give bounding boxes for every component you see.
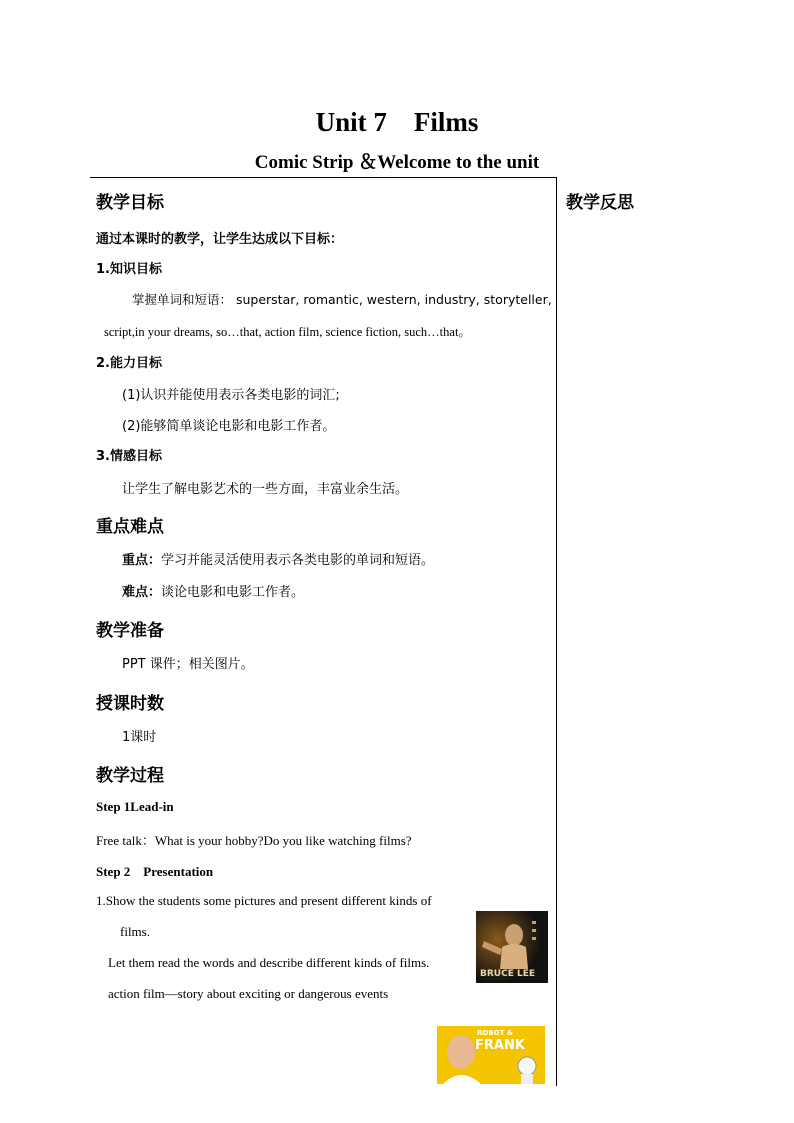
difficulty-text: 谈论电影和电影工作者。 xyxy=(161,585,305,600)
prep-text: PPT 课件；相关图片。 xyxy=(122,657,254,672)
step1-heading: Step 1Lead-in xyxy=(96,799,174,814)
item1-line-3: Let them read the words and describe different kinds of films. xyxy=(108,955,430,970)
ability-item-1: (1)认识并能使用表示各类电影的词汇; xyxy=(122,388,340,403)
process-heading: 教学过程 xyxy=(96,766,164,786)
prep-heading: 教学准备 xyxy=(96,621,164,641)
poster1-caption: BRUCE LEE xyxy=(480,969,536,979)
item1-line-2: films. xyxy=(120,924,150,939)
poster2-caption-top: ROBOT & xyxy=(477,1029,513,1037)
robot-and-frank-poster-image xyxy=(437,1026,545,1084)
document-title: Unit 7 Films xyxy=(315,107,479,137)
item1-line-1: 1.Show the students some pictures and present different kinds of xyxy=(96,893,432,908)
knowledge-heading: 1.知识目标 xyxy=(96,262,162,277)
difficulty-row xyxy=(122,581,304,600)
reflection-heading: 教学反思 xyxy=(566,193,634,213)
ability-item-2: (2)能够简单谈论电影和电影工作者。 xyxy=(122,419,336,434)
hours-heading: 授课时数 xyxy=(96,694,164,714)
column-divider xyxy=(556,178,557,1086)
difficulty-label: 难点： xyxy=(122,585,162,600)
table-top-border xyxy=(90,177,557,178)
objectives-heading: 教学目标 xyxy=(96,193,164,213)
key-label: 重点： xyxy=(122,553,162,568)
key-points-heading: 重点难点 xyxy=(96,517,164,537)
document-subtitle: Comic Strip ＆Welcome to the unit xyxy=(254,152,540,173)
step2-heading: Step 2 Presentation xyxy=(96,864,214,879)
item1-line-4: action film—story about exciting or dangerous events xyxy=(108,986,389,1001)
emotion-heading: 3.情感目标 xyxy=(96,449,162,464)
knowledge-line-2: script,in your dreams, so…that, action film, science fiction, such…that。 xyxy=(104,325,471,339)
key-text: 学习并能灵活使用表示各类电影的单词和短语。 xyxy=(161,553,435,568)
emotion-text: 让学生了解电影艺术的一些方面，丰富业余生活。 xyxy=(122,482,409,497)
poster2-caption-main: FRANK xyxy=(475,1038,525,1053)
key-point-row xyxy=(122,549,434,568)
objectives-intro: 通过本课时的教学，让学生达成以下目标： xyxy=(96,232,344,247)
knowledge-line-1: 掌握单词和短语： superstar, romantic, western, industry, storyteller, xyxy=(132,292,552,307)
hours-text: 1课时 xyxy=(122,730,157,745)
bruce-lee-poster-image xyxy=(476,911,548,983)
step1-text: Free talk：What is your hobby?Do you like watching films? xyxy=(96,833,412,848)
ability-heading: 2.能力目标 xyxy=(96,356,162,371)
